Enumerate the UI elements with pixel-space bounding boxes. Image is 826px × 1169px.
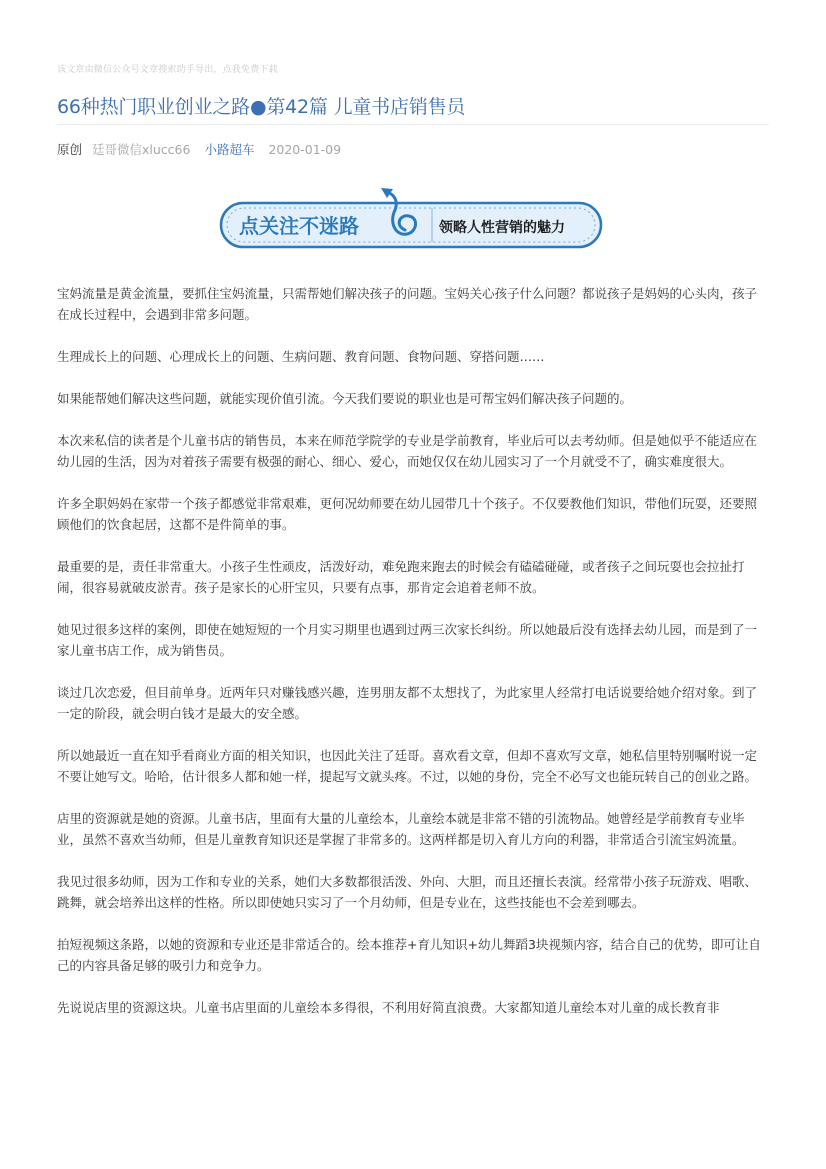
article-paragraph: 许多全职妈妈在家带一个孩子都感觉非常艰难，更何况幼师要在幼儿园带几十个孩子。不仅要教他们知识，带他们玩耍，还要照顾他们的饮食起居，这都不是件简单的事。 — [57, 496, 758, 532]
article-paragraph: 我见过很多幼师，因为工作和专业的关系，她们大多数都很活泼、外向、大胆，而且还擅长表演。经常带小孩子玩游戏、唱歌、跳舞，就会培养出这样的性格。所以即使她只实习了一个月幼师，但是专业在，这些技能也不会差到哪去。 — [57, 874, 758, 910]
article-paragraph: 本次来私信的读者是个儿童书店的销售员，本来在师范学院学的专业是学前教育，毕业后可以去考幼师。但是她似乎不能适应在幼儿园的生活，因为对着孩子需要有极强的耐心、细心、爱心，而她仅仅在幼儿园实习了一个月就受不了，确实难度很大。 — [57, 433, 758, 469]
title-divider — [57, 124, 769, 125]
export-note-link[interactable]: 该文章由微信公众号文章搜索助手导出，点我免费下载 — [57, 65, 278, 75]
banner-slogan: 领略人性营销的魅力 — [439, 220, 565, 236]
account-link[interactable]: 小路超车 — [204, 142, 255, 157]
banner-separator — [431, 208, 433, 242]
article-paragraph: 先说说店里的资源这块。儿童书店里面的儿童绘本多得很，不利用好简直浪费。大家都知道儿童绘本对儿童的成长教育非 — [57, 1000, 720, 1015]
article-paragraph: 店里的资源就是她的资源。儿童书店，里面有大量的儿童绘本，儿童绘本就是非常不错的引流物品。她曾经是学前教育专业毕业，虽然不喜欢当幼师，但是儿童教育知识还是掌握了非常多的。这两样都是切入育儿方向的利器，非常适合引流宝妈流量。 — [57, 811, 745, 847]
follow-banner — [217, 186, 607, 252]
article-paragraph: 宝妈流量是黄金流量，要抓住宝妈流量，只需帮她们解决孩子的问题。宝妈关心孩子什么问题？都说孩子是妈妈的心头肉，孩子在成长过程中，会遇到非常多问题。 — [57, 286, 758, 322]
article-paragraph: 她见过很多这样的案例，即使在她短短的一个月实习期里也遇到过两三次家长纠纷。所以她最后没有选择去幼儿园，而是到了一家儿童书店工作，成为销售员。 — [57, 622, 758, 658]
article-paragraph: 生理成长上的问题、心理成长上的问题、生病问题、教育问题、食物问题、穿搭问题…… — [57, 349, 545, 364]
author-name: 廷哥微信xlucc66 — [92, 142, 191, 157]
follow-text: 点关注不迷路 — [239, 214, 359, 238]
article-title: 66种热门职业创业之路●第42篇 儿童书店销售员 — [57, 96, 466, 118]
article-paragraph: 所以她最近一直在知乎看商业方面的相关知识，也因此关注了廷哥。喜欢看文章，但却不喜欢写文章，她私信里特别嘱咐说一定不要让她写文。哈哈，估计很多人都和她一样，提起写文就头疼。不过，以她的身份，完全不必写文也能玩转自己的创业之路。 — [57, 748, 758, 784]
article-paragraph: 谈过几次恋爱，但目前单身。近两年只对赚钱感兴趣，连男朋友都不太想找了，为此家里人经常打电话说要给她介绍对象。到了一定的阶段，就会明白钱才是最大的安全感。 — [57, 685, 758, 721]
article-body — [57, 283, 769, 1039]
article-paragraph: 如果能帮她们解决这些问题，就能实现价值引流。今天我们要说的职业也是可帮宝妈们解决孩子问题的。 — [57, 391, 633, 406]
publish-date: 2020-01-09 — [268, 142, 342, 157]
article-paragraph: 最重要的是，责任非常重大。小孩子生性顽皮，活泼好动，难免跑来跑去的时候会有磕磕碰碰，或者孩子之间玩耍也会拉扯打闹，很容易就破皮淤青。孩子是家长的心肝宝贝，只要有点事，那肯定会追着老师不放。 — [57, 559, 745, 595]
original-tag: 原创 — [57, 142, 83, 157]
article-paragraph: 拍短视频这条路，以她的资源和专业还是非常适合的。绘本推荐+育儿知识+幼儿舞蹈3块视频内容，结合自己的优势，即可让自己的内容具备足够的吸引力和竞争力。 — [57, 937, 761, 973]
article-meta — [57, 140, 341, 158]
